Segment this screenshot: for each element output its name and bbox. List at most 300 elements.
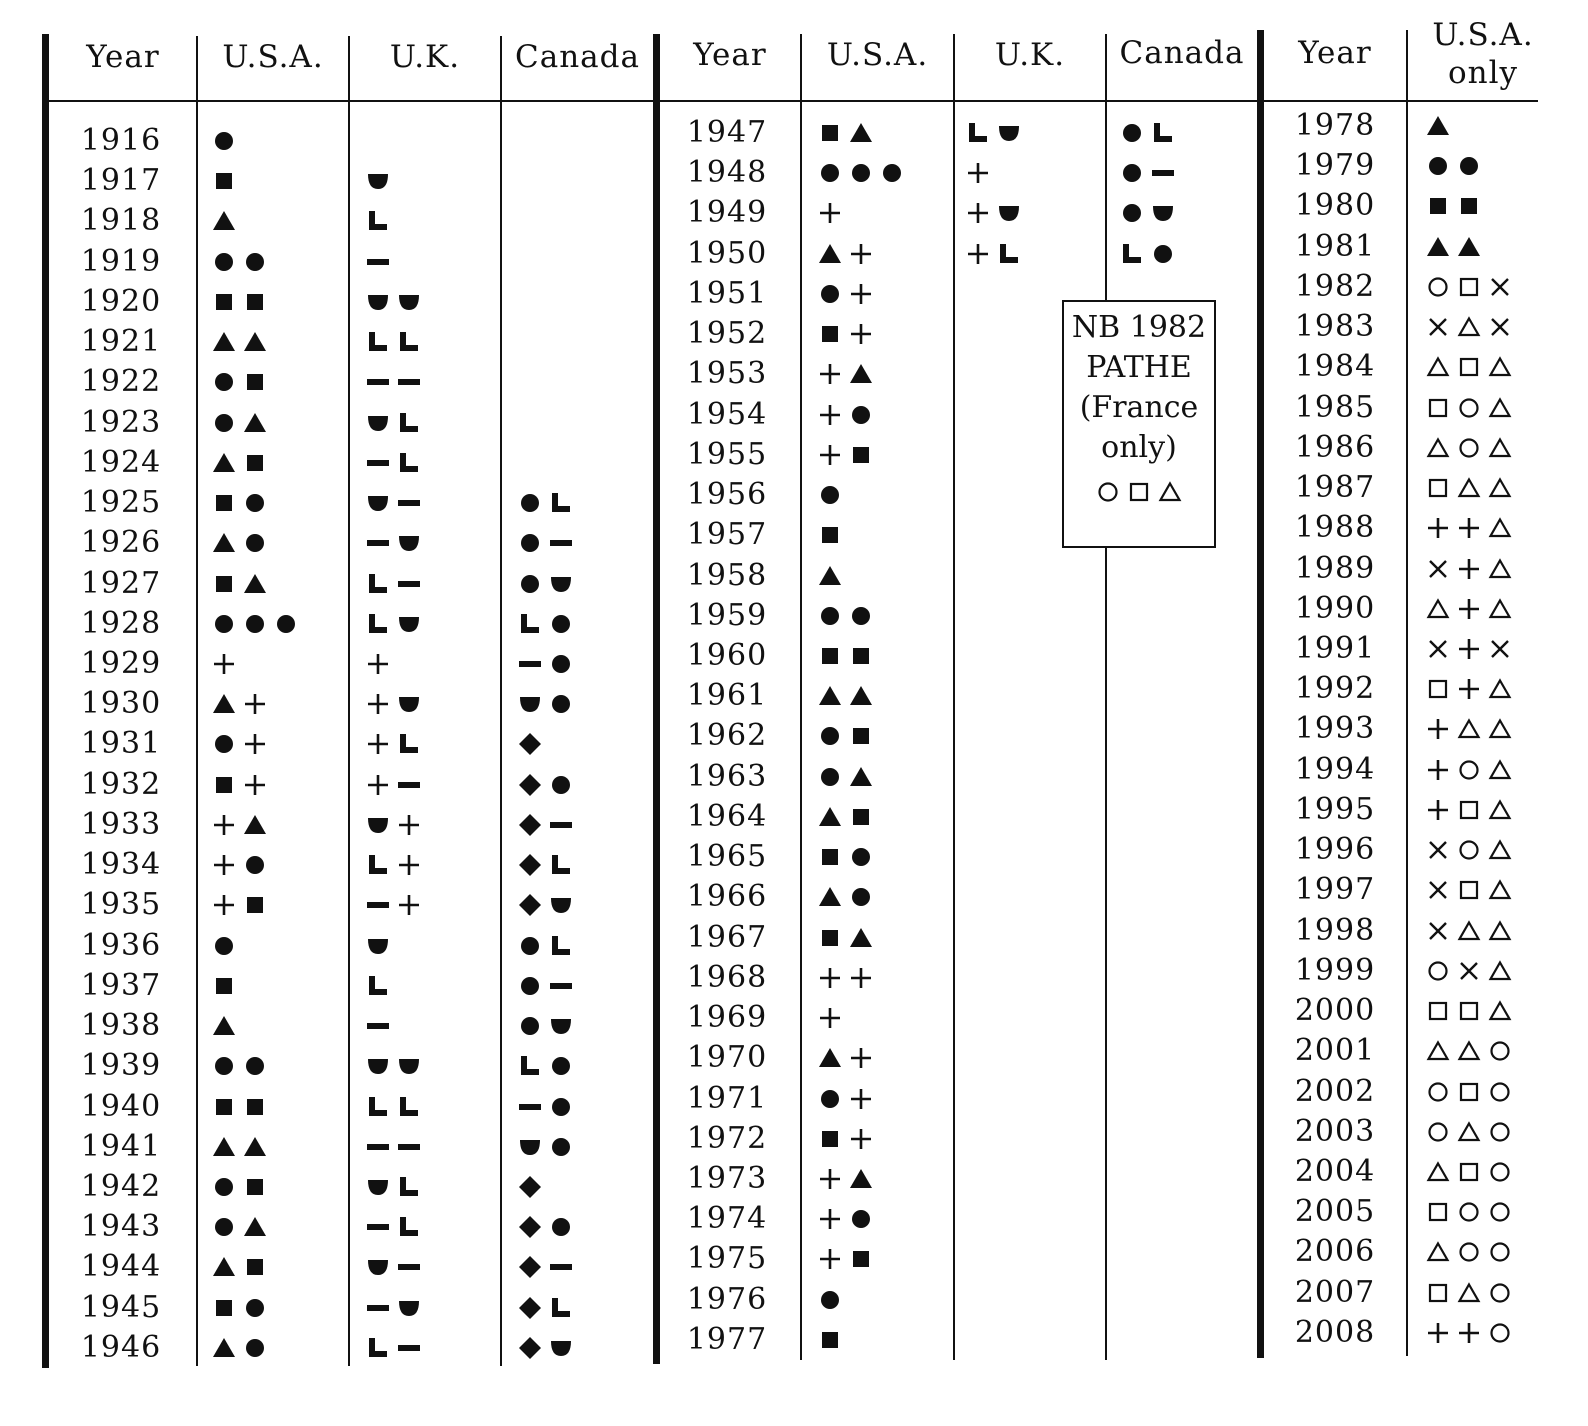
year-label: 1956 bbox=[686, 477, 768, 512]
filled-circle-icon bbox=[518, 572, 542, 596]
filled-circle-icon bbox=[818, 483, 842, 507]
year-label: 2008 bbox=[1294, 1315, 1376, 1350]
uk-symbols bbox=[366, 364, 421, 400]
note-line-2: PATHE bbox=[1086, 350, 1192, 385]
year-label: 1944 bbox=[80, 1249, 162, 1284]
filled-square-icon bbox=[243, 1095, 267, 1119]
year-label: 1970 bbox=[686, 1040, 768, 1075]
year-label: 1975 bbox=[686, 1241, 768, 1276]
open-triangle-icon bbox=[1457, 717, 1481, 741]
open-circle-icon bbox=[1426, 1080, 1450, 1104]
rule-p1-uk-canada bbox=[500, 36, 502, 1366]
usa-symbols bbox=[212, 887, 267, 923]
filled-circle-icon bbox=[880, 161, 904, 185]
open-triangle-icon bbox=[1488, 677, 1512, 701]
uk-symbols bbox=[366, 445, 421, 481]
filled-l-icon bbox=[966, 121, 990, 145]
year-label: 1918 bbox=[80, 203, 162, 238]
open-circle-icon bbox=[1488, 1080, 1512, 1104]
filled-circle-icon bbox=[549, 1215, 573, 1239]
year-label: 1959 bbox=[686, 598, 768, 633]
year-label: 1916 bbox=[80, 123, 162, 158]
filled-cup-icon bbox=[997, 201, 1021, 225]
usa-symbols bbox=[818, 1081, 873, 1117]
period-divider-2 bbox=[1257, 30, 1264, 1358]
open-triangle-icon bbox=[1488, 878, 1512, 902]
open-triangle-icon bbox=[1426, 1160, 1450, 1184]
year-label: 1919 bbox=[80, 244, 162, 279]
filled-circle-icon bbox=[243, 1296, 267, 1320]
filled-circle-icon bbox=[549, 652, 573, 676]
filled-triangle-icon bbox=[243, 813, 267, 837]
filled-l-icon bbox=[549, 491, 573, 515]
filled-l-icon bbox=[549, 1296, 573, 1320]
bar-icon bbox=[518, 1095, 542, 1119]
uk-symbols bbox=[366, 1330, 421, 1366]
filled-square-icon bbox=[818, 1127, 842, 1151]
cross-icon bbox=[1426, 838, 1450, 862]
rule-p2-year-usa bbox=[800, 34, 802, 1360]
uk-symbols bbox=[366, 928, 390, 964]
year-label: 1998 bbox=[1294, 913, 1376, 948]
open-square-icon bbox=[1457, 878, 1481, 902]
filled-l-icon bbox=[397, 1095, 421, 1119]
open-triangle-icon bbox=[1457, 1039, 1481, 1063]
canada-symbols bbox=[518, 1169, 542, 1205]
usa-symbols bbox=[1426, 792, 1512, 828]
usa-symbols bbox=[1426, 229, 1481, 265]
plus-icon bbox=[849, 1087, 873, 1111]
plus-icon bbox=[1426, 1321, 1450, 1345]
year-label: 2006 bbox=[1294, 1234, 1376, 1269]
usa-symbols bbox=[818, 316, 873, 352]
usa-symbols bbox=[212, 163, 236, 199]
plus-icon bbox=[818, 1167, 842, 1191]
year-label: 1955 bbox=[686, 437, 768, 472]
filled-circle-icon bbox=[1120, 201, 1144, 225]
open-triangle-icon bbox=[1457, 1120, 1481, 1144]
plus-icon bbox=[966, 242, 990, 266]
usa-symbols bbox=[1426, 832, 1512, 868]
uk-symbols bbox=[366, 244, 390, 280]
year-label: 1945 bbox=[80, 1290, 162, 1325]
filled-l-icon bbox=[366, 1095, 390, 1119]
uk-symbols bbox=[366, 405, 421, 441]
usa-symbols bbox=[1426, 1114, 1512, 1150]
usa-symbols bbox=[212, 566, 267, 602]
year-label: 1983 bbox=[1294, 309, 1376, 344]
canada-symbols bbox=[518, 1089, 573, 1125]
usa-symbols bbox=[818, 397, 873, 433]
year-label: 1942 bbox=[80, 1169, 162, 1204]
uk-symbols bbox=[366, 1129, 421, 1165]
year-label: 1966 bbox=[686, 879, 768, 914]
cross-icon bbox=[1426, 919, 1450, 943]
plus-icon bbox=[397, 813, 421, 837]
year-label: 1980 bbox=[1294, 188, 1376, 223]
year-label: 1963 bbox=[686, 759, 768, 794]
filled-circle-icon bbox=[818, 765, 842, 789]
uk-symbols bbox=[366, 485, 421, 521]
uk-symbols bbox=[366, 566, 421, 602]
usa-symbols bbox=[212, 123, 236, 159]
uk-symbols bbox=[366, 767, 421, 803]
open-circle-icon bbox=[1488, 1160, 1512, 1184]
year-label: 1921 bbox=[80, 324, 162, 359]
usa-symbols bbox=[212, 1169, 267, 1205]
filled-triangle-icon bbox=[1457, 235, 1481, 259]
year-label: 1928 bbox=[80, 606, 162, 641]
year-label: 1991 bbox=[1294, 631, 1376, 666]
filled-triangle-icon bbox=[212, 1336, 236, 1360]
usa-symbols bbox=[212, 485, 267, 521]
uk-symbols bbox=[366, 887, 421, 923]
bar-icon bbox=[397, 572, 421, 596]
plus-icon bbox=[818, 1006, 842, 1030]
open-triangle-icon bbox=[1457, 315, 1481, 339]
year-label: 1973 bbox=[686, 1161, 768, 1196]
note-line-1: NB 1982 bbox=[1071, 310, 1207, 345]
filled-cup-icon bbox=[366, 491, 390, 515]
filled-circle-icon bbox=[849, 161, 873, 185]
header-usa-only-line2: only bbox=[1447, 55, 1519, 91]
filled-circle-icon bbox=[212, 732, 236, 756]
usa-symbols bbox=[1426, 913, 1512, 949]
header-uk-1: U.K. bbox=[389, 39, 461, 75]
usa-symbols bbox=[818, 920, 873, 956]
uk-symbols bbox=[966, 155, 990, 191]
year-label: 1931 bbox=[80, 726, 162, 761]
year-label: 1987 bbox=[1294, 470, 1376, 505]
usa-symbols bbox=[1426, 1275, 1512, 1311]
filled-square-icon bbox=[849, 805, 873, 829]
filled-square-icon bbox=[818, 121, 842, 145]
filled-cup-icon bbox=[366, 169, 390, 193]
uk-symbols bbox=[966, 236, 1021, 272]
bar-icon bbox=[366, 1135, 390, 1159]
filled-circle-icon bbox=[243, 491, 267, 515]
bar-icon bbox=[549, 531, 573, 555]
note-line-3: (France bbox=[1079, 390, 1199, 425]
year-label: 1938 bbox=[80, 1008, 162, 1043]
filled-l-icon bbox=[366, 209, 390, 233]
usa-symbols bbox=[818, 678, 873, 714]
filled-cup-icon bbox=[397, 290, 421, 314]
rule-p2-uk-canada bbox=[1105, 34, 1107, 1360]
usa-symbols bbox=[1426, 551, 1512, 587]
usa-symbols bbox=[212, 1129, 267, 1165]
bar-icon bbox=[366, 1014, 390, 1038]
filled-circle-icon bbox=[818, 1087, 842, 1111]
usa-symbols bbox=[818, 1282, 842, 1318]
year-label: 1951 bbox=[686, 276, 768, 311]
year-label: 1988 bbox=[1294, 510, 1376, 545]
filled-circle-icon bbox=[212, 612, 236, 636]
filled-circle-icon bbox=[518, 1014, 542, 1038]
canada-symbols bbox=[518, 1048, 573, 1084]
filled-circle-icon bbox=[518, 531, 542, 555]
header-canada-1: Canada bbox=[515, 39, 640, 75]
usa-symbols bbox=[1426, 188, 1481, 224]
filled-circle-icon bbox=[1457, 154, 1481, 178]
usa-symbols bbox=[818, 1241, 873, 1277]
year-label: 1981 bbox=[1294, 229, 1376, 264]
year-label: 2007 bbox=[1294, 1275, 1376, 1310]
canada-symbols bbox=[518, 726, 542, 762]
open-triangle-icon bbox=[1426, 597, 1450, 621]
plus-icon bbox=[849, 282, 873, 306]
year-label: 1993 bbox=[1294, 711, 1376, 746]
filled-l-icon bbox=[397, 1215, 421, 1239]
filled-triangle-icon bbox=[212, 1255, 236, 1279]
year-label: 1927 bbox=[80, 566, 162, 601]
filled-l-icon bbox=[397, 1175, 421, 1199]
year-label: 1925 bbox=[80, 485, 162, 520]
usa-symbols bbox=[818, 517, 842, 553]
plus-icon bbox=[818, 443, 842, 467]
bar-icon bbox=[366, 531, 390, 555]
usa-symbols bbox=[1426, 309, 1512, 345]
open-square-icon bbox=[1457, 275, 1481, 299]
open-triangle-icon bbox=[1158, 480, 1182, 504]
filled-circle-icon bbox=[549, 1054, 573, 1078]
filled-circle-icon bbox=[212, 250, 236, 274]
open-circle-icon bbox=[1096, 480, 1120, 504]
filled-circle-icon bbox=[518, 934, 542, 958]
year-label: 1949 bbox=[686, 195, 768, 230]
filled-triangle-icon bbox=[212, 209, 236, 233]
uk-symbols bbox=[366, 1169, 421, 1205]
canada-symbols bbox=[518, 928, 573, 964]
filled-l-icon bbox=[366, 612, 390, 636]
year-label: 1999 bbox=[1294, 953, 1376, 988]
uk-symbols bbox=[366, 525, 421, 561]
period-divider-1 bbox=[653, 34, 660, 1364]
filled-triangle-icon bbox=[1426, 235, 1450, 259]
rule-p1-usa-uk bbox=[348, 36, 350, 1366]
usa-symbols bbox=[818, 759, 873, 795]
usa-symbols bbox=[818, 638, 873, 674]
outer-left-rule bbox=[42, 34, 49, 1368]
year-label: 1932 bbox=[80, 767, 162, 802]
uk-symbols bbox=[366, 646, 390, 682]
usa-symbols bbox=[212, 968, 236, 1004]
filled-triangle-icon bbox=[849, 926, 873, 950]
year-label: 1990 bbox=[1294, 591, 1376, 626]
filled-l-icon bbox=[397, 451, 421, 475]
usa-symbols bbox=[1426, 390, 1512, 426]
plus-icon bbox=[818, 966, 842, 990]
bar-icon bbox=[397, 491, 421, 515]
plus-icon bbox=[1457, 557, 1481, 581]
bar-icon bbox=[366, 250, 390, 274]
filled-cup-icon bbox=[518, 1135, 542, 1159]
open-square-icon bbox=[1426, 1281, 1450, 1305]
plus-icon bbox=[397, 893, 421, 917]
plus-icon bbox=[366, 732, 390, 756]
usa-symbols bbox=[1426, 671, 1512, 707]
open-square-icon bbox=[1457, 355, 1481, 379]
year-label: 2000 bbox=[1294, 993, 1376, 1028]
plus-icon bbox=[849, 322, 873, 346]
canada-symbols bbox=[518, 1330, 573, 1366]
header-year-2: Year bbox=[693, 37, 767, 73]
filled-circle-icon bbox=[243, 853, 267, 877]
year-label: 2003 bbox=[1294, 1114, 1376, 1149]
cross-icon bbox=[1426, 637, 1450, 661]
filled-cup-icon bbox=[518, 692, 542, 716]
year-label: 1926 bbox=[80, 525, 162, 560]
filled-triangle-icon bbox=[818, 684, 842, 708]
bar-icon bbox=[366, 1215, 390, 1239]
plus-icon bbox=[243, 692, 267, 716]
filled-circle-icon bbox=[212, 1215, 236, 1239]
usa-symbols bbox=[1426, 1033, 1512, 1069]
uk-symbols bbox=[366, 1048, 421, 1084]
filled-square-icon bbox=[1426, 194, 1450, 218]
filled-cup-icon bbox=[549, 572, 573, 596]
open-triangle-icon bbox=[1488, 597, 1512, 621]
filled-circle-icon bbox=[243, 612, 267, 636]
open-square-icon bbox=[1426, 677, 1450, 701]
bar-icon bbox=[549, 813, 573, 837]
usa-symbols bbox=[818, 839, 873, 875]
year-label: 1922 bbox=[80, 364, 162, 399]
plus-icon bbox=[849, 1046, 873, 1070]
filled-cup-icon bbox=[366, 290, 390, 314]
uk-symbols bbox=[366, 284, 421, 320]
open-square-icon bbox=[1426, 999, 1450, 1023]
filled-circle-icon bbox=[243, 1336, 267, 1360]
open-square-icon bbox=[1457, 1160, 1481, 1184]
usa-symbols bbox=[818, 799, 873, 835]
uk-symbols bbox=[366, 1249, 421, 1285]
filled-triangle-icon bbox=[818, 805, 842, 829]
uk-symbols bbox=[366, 606, 421, 642]
open-triangle-icon bbox=[1426, 355, 1450, 379]
open-square-icon bbox=[1426, 476, 1450, 500]
open-circle-icon bbox=[1457, 1200, 1481, 1224]
header-year-1: Year bbox=[86, 39, 160, 75]
cross-icon bbox=[1426, 557, 1450, 581]
filled-cup-icon bbox=[397, 1054, 421, 1078]
filled-l-icon bbox=[997, 242, 1021, 266]
year-label: 1976 bbox=[686, 1282, 768, 1317]
filled-circle-icon bbox=[518, 491, 542, 515]
open-triangle-icon bbox=[1426, 1240, 1450, 1264]
filled-square-icon bbox=[1457, 194, 1481, 218]
open-triangle-icon bbox=[1488, 476, 1512, 500]
usa-symbols bbox=[212, 807, 267, 843]
usa-symbols bbox=[1426, 1154, 1512, 1190]
usa-symbols bbox=[818, 155, 904, 191]
usa-symbols bbox=[212, 606, 298, 642]
usa-symbols bbox=[1426, 953, 1512, 989]
filled-square-icon bbox=[212, 773, 236, 797]
rule-p3-year-usa bbox=[1406, 30, 1408, 1356]
open-circle-icon bbox=[1457, 1240, 1481, 1264]
plus-icon bbox=[212, 853, 236, 877]
open-circle-icon bbox=[1426, 1120, 1450, 1144]
filled-square-icon bbox=[818, 845, 842, 869]
year-label: 1961 bbox=[686, 678, 768, 713]
open-triangle-icon bbox=[1426, 1039, 1450, 1063]
bar-icon bbox=[397, 773, 421, 797]
filled-diamond-icon bbox=[518, 893, 542, 917]
year-label: 1984 bbox=[1294, 349, 1376, 384]
year-label: 1950 bbox=[686, 236, 768, 271]
header-year-3: Year bbox=[1298, 35, 1372, 71]
filled-circle-icon bbox=[1120, 161, 1144, 185]
open-triangle-icon bbox=[1457, 919, 1481, 943]
open-circle-icon bbox=[1457, 758, 1481, 782]
filled-l-icon bbox=[366, 572, 390, 596]
open-square-icon bbox=[1457, 798, 1481, 822]
filled-cup-icon bbox=[366, 1175, 390, 1199]
usa-symbols bbox=[1426, 711, 1512, 747]
canada-symbols bbox=[518, 1129, 573, 1165]
filled-diamond-icon bbox=[518, 1255, 542, 1279]
filled-cup-icon bbox=[549, 893, 573, 917]
bar-icon bbox=[397, 1135, 421, 1159]
usa-symbols bbox=[818, 879, 873, 915]
bar-icon bbox=[518, 652, 542, 676]
canada-symbols bbox=[518, 606, 573, 642]
open-circle-icon bbox=[1488, 1281, 1512, 1305]
open-square-icon bbox=[1426, 396, 1450, 420]
plus-icon bbox=[366, 692, 390, 716]
year-label: 1935 bbox=[80, 887, 162, 922]
filled-square-icon bbox=[212, 169, 236, 193]
open-square-icon bbox=[1426, 1200, 1450, 1224]
year-label: 1923 bbox=[80, 405, 162, 440]
plus-icon bbox=[1426, 758, 1450, 782]
usa-symbols bbox=[212, 1290, 267, 1326]
usa-symbols bbox=[1426, 1194, 1512, 1230]
filled-diamond-icon bbox=[518, 1296, 542, 1320]
plus-icon bbox=[818, 403, 842, 427]
usa-symbols bbox=[212, 405, 267, 441]
open-circle-icon bbox=[1488, 1120, 1512, 1144]
plus-icon bbox=[818, 1247, 842, 1271]
filled-circle-icon bbox=[243, 250, 267, 274]
plus-icon bbox=[966, 161, 990, 185]
open-circle-icon bbox=[1426, 275, 1450, 299]
bar-icon bbox=[397, 1255, 421, 1279]
open-triangle-icon bbox=[1488, 959, 1512, 983]
canada-symbols bbox=[518, 1209, 573, 1245]
usa-symbols bbox=[212, 445, 267, 481]
filled-circle-icon bbox=[818, 282, 842, 306]
usa-symbols bbox=[1426, 872, 1512, 908]
canada-symbols bbox=[518, 1249, 573, 1285]
filled-l-icon bbox=[397, 732, 421, 756]
usa-symbols bbox=[818, 960, 873, 996]
uk-symbols bbox=[366, 726, 421, 762]
open-circle-icon bbox=[1488, 1039, 1512, 1063]
year-label: 1986 bbox=[1294, 430, 1376, 465]
filled-l-icon bbox=[366, 330, 390, 354]
bar-icon bbox=[397, 370, 421, 394]
filled-triangle-icon bbox=[849, 765, 873, 789]
plus-icon bbox=[818, 362, 842, 386]
uk-symbols bbox=[366, 1290, 421, 1326]
open-circle-icon bbox=[1457, 396, 1481, 420]
cross-icon bbox=[1426, 315, 1450, 339]
year-label: 1943 bbox=[80, 1209, 162, 1244]
filled-cup-icon bbox=[366, 411, 390, 435]
open-triangle-icon bbox=[1488, 838, 1512, 862]
